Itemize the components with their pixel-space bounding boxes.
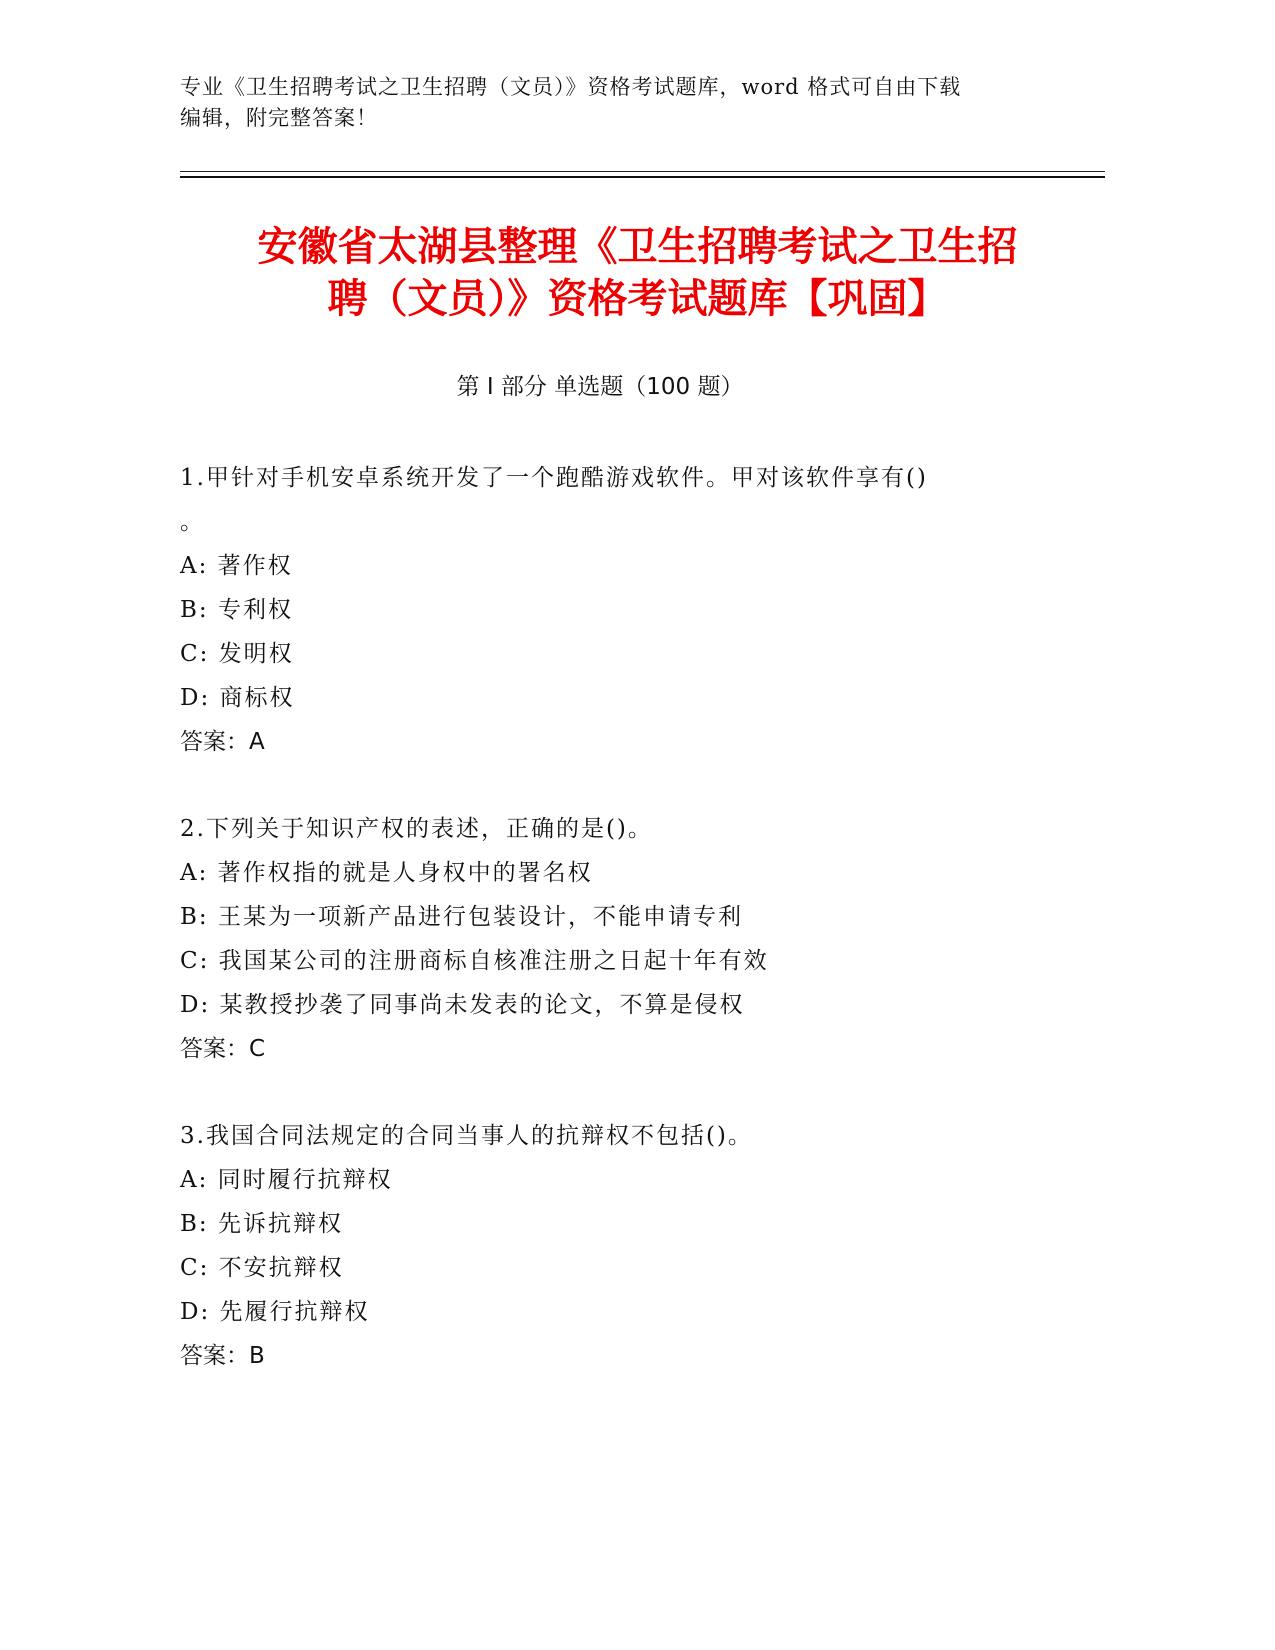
option-d: D: 商标权 bbox=[180, 685, 295, 711]
question-list bbox=[180, 456, 1040, 1421]
option-c: C: 不安抗辩权 bbox=[180, 1255, 344, 1281]
answer: 答案：C bbox=[180, 1036, 266, 1062]
header-line-2: 编辑，附完整答案！ bbox=[180, 106, 378, 130]
title-line-1: 安徽省太湖县整理《卫生招聘考试之卫生招 bbox=[257, 224, 1018, 270]
document-header bbox=[180, 72, 1040, 134]
option-b: B: 先诉抗辩权 bbox=[180, 1211, 343, 1237]
option-d: D: 先履行抗辩权 bbox=[180, 1299, 370, 1325]
question-3 bbox=[180, 1114, 1040, 1378]
option-c: C: 我国某公司的注册商标自核准注册之日起十年有效 bbox=[180, 948, 769, 974]
answer: 答案：B bbox=[180, 1343, 265, 1369]
option-c: C: 发明权 bbox=[180, 641, 294, 667]
header-line-1: 专业《卫生招聘考试之卫生招聘（文员）》资格考试题库，word 格式可自由下载 bbox=[180, 75, 962, 99]
question-stem-continuation: 。 bbox=[180, 509, 205, 535]
question-stem: 3.我国合同法规定的合同当事人的抗辩权不包括()。 bbox=[180, 1123, 753, 1149]
answer: 答案：A bbox=[180, 729, 265, 755]
question-stem bbox=[180, 456, 1040, 544]
title-line-2: 聘（文员）》资格考试题库【巩固】 bbox=[327, 276, 948, 322]
option-b: B: 专利权 bbox=[180, 597, 293, 623]
option-d: D: 某教授抄袭了同事尚未发表的论文，不算是侵权 bbox=[180, 992, 745, 1018]
option-a: A: 同时履行抗辩权 bbox=[180, 1167, 393, 1193]
page-title bbox=[150, 221, 1125, 325]
option-a: A: 著作权 bbox=[180, 553, 293, 579]
question-1 bbox=[180, 456, 1040, 764]
option-a: A: 著作权指的就是人身权中的署名权 bbox=[180, 860, 593, 886]
option-b: B: 王某为一项新产品进行包装设计，不能申请专利 bbox=[180, 904, 743, 930]
question-stem: 2.下列关于知识产权的表述，正确的是()。 bbox=[180, 816, 653, 842]
header-divider-thick bbox=[180, 176, 1105, 178]
section-title: 第 I 部分 单选题（100 题） bbox=[456, 374, 744, 400]
question-2 bbox=[180, 807, 1040, 1071]
header-divider-thin bbox=[180, 171, 1105, 172]
question-stem-text: 1.甲针对手机安卓系统开发了一个跑酷游戏软件。甲对该软件享有() bbox=[180, 465, 928, 491]
